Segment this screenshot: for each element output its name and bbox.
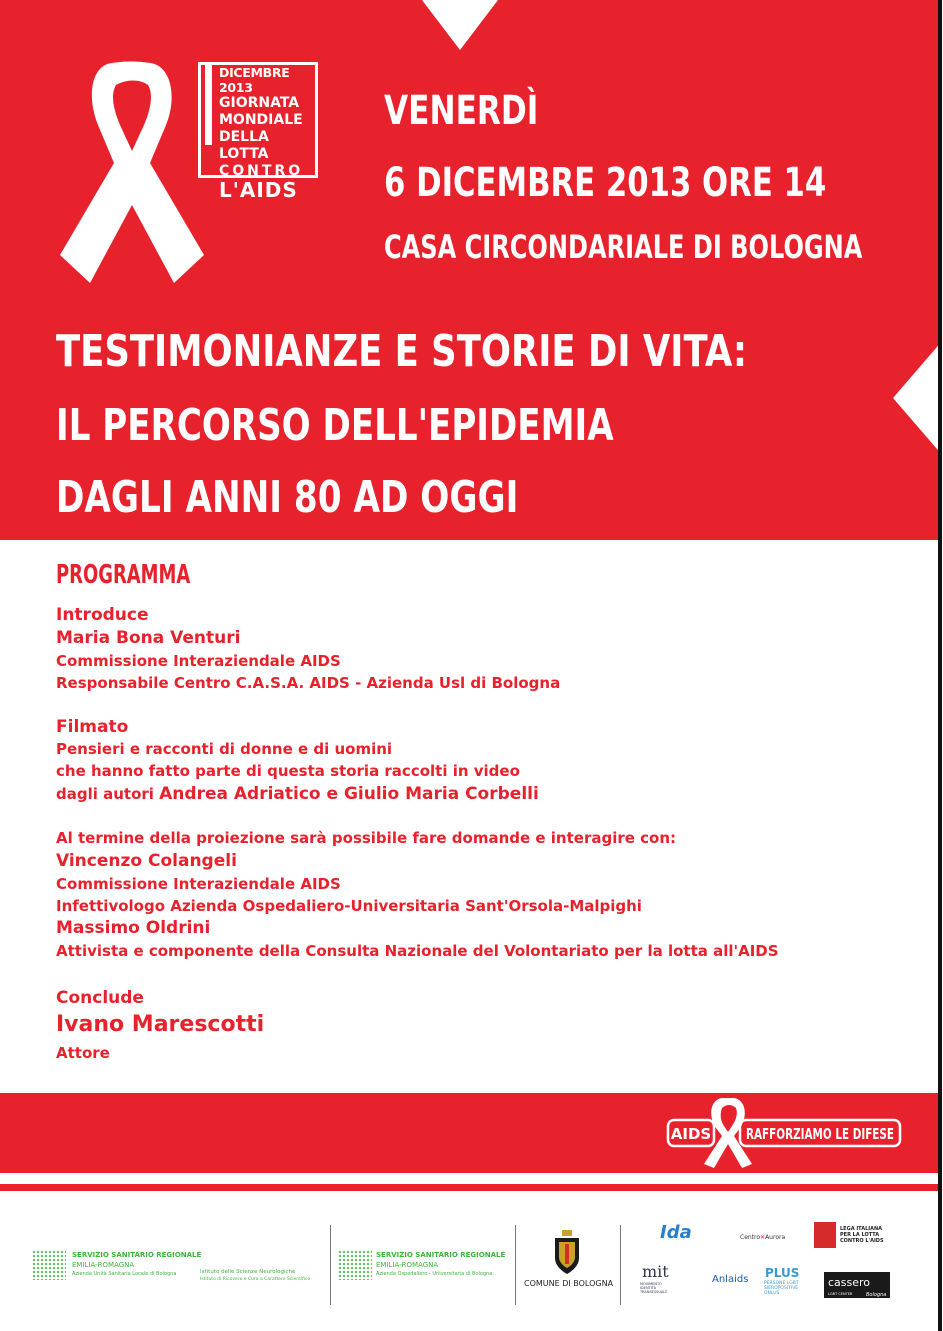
conclude-role: Attore xyxy=(56,1044,110,1062)
world-aids-day-badge xyxy=(198,62,318,202)
cassero-sub: LGBT CENTER xyxy=(828,1292,853,1296)
film-line-3-prefix: dagli autori xyxy=(56,785,160,803)
comune-label: COMUNE DI BOLOGNA xyxy=(524,1279,614,1288)
intro-role-2: Responsabile Centro C.A.S.A. AIDS - Azienda Usl di Bologna xyxy=(56,674,561,692)
logo-separator-1 xyxy=(330,1225,331,1305)
mit-sub-1: MOVIMENTO xyxy=(640,1282,662,1286)
header-panel xyxy=(0,0,938,540)
ida-logo: Ida xyxy=(660,1222,692,1243)
anlaids-logo: Anlaids xyxy=(712,1274,749,1285)
mit-sub-2: IDENTITÀ xyxy=(640,1286,656,1290)
film-label: Filmato xyxy=(56,717,129,737)
badge-line-3: DELLA LOTTA xyxy=(219,129,269,162)
aids-ribbon-icon xyxy=(52,55,212,295)
centro-aurora-logo: Centro✕Aurora xyxy=(740,1234,786,1241)
intro-name: Maria Bona Venturi xyxy=(56,628,241,648)
logo-separator-3 xyxy=(620,1225,621,1305)
ssr-1-title: SERVIZIO SANITARIO REGIONALE xyxy=(72,1251,202,1259)
plus-logo: PLUS xyxy=(765,1266,800,1280)
lila-text xyxy=(840,1226,884,1244)
film-line-3 xyxy=(56,784,539,804)
speaker-2-role: Attivista e componente della Consulta Nazionale del Volontariato per la lotta all'AIDS xyxy=(56,942,779,960)
film-authors: Andrea Adriatico e Giulio Maria Corbelli xyxy=(159,784,539,804)
lila-line-3: CONTRO L'AIDS xyxy=(840,1238,884,1244)
ssr-2-region: EMILIA-ROMAGNA xyxy=(376,1261,439,1269)
event-place: CASA CIRCONDARIALE DI BOLOGNA xyxy=(384,228,863,266)
event-datetime: 6 DICEMBRE 2013 ORE 14 xyxy=(384,160,827,206)
plus-sub-1: PERSONE LGBT xyxy=(764,1281,799,1286)
slogan-right: RAFFORZIAMO LE DIFESE xyxy=(746,1125,894,1143)
ssr-1-sub: Azienda Unità Sanitaria Locale di Bologna xyxy=(72,1271,177,1277)
badge-bar xyxy=(205,65,212,145)
title-line-1: TESTIMONIANZE E STORIE DI VITA: xyxy=(56,326,748,377)
slogan-logo xyxy=(664,1094,904,1170)
qa-line: Al termine della proiezione sarà possibile fare domande e interagire con: xyxy=(56,829,677,847)
ssr-2-title: SERVIZIO SANITARIO REGIONALE xyxy=(376,1251,506,1259)
badge-contro: CONTRO xyxy=(219,163,304,179)
title-line-3: DAGLI ANNI 80 AD OGGI xyxy=(56,472,519,523)
logo-separator-2 xyxy=(515,1225,516,1305)
badge-date: DICEMBRE 2013 xyxy=(219,65,290,95)
isn-line-1: Istituto delle Scienze Neurologiche xyxy=(200,1269,296,1275)
lila-line-2: PER LA LOTTA xyxy=(840,1232,880,1238)
event-day: VENERDÌ xyxy=(384,88,539,134)
slogan-left: AIDS xyxy=(670,1125,712,1143)
aurora-label: Aurora xyxy=(765,1234,786,1241)
film-line-1: Pensieri e racconti di donne e di uomini xyxy=(56,740,393,758)
band-underline xyxy=(0,1184,938,1191)
speaker-1-role-1: Commissione Interaziendale AIDS xyxy=(56,875,341,893)
badge-aids: L'AIDS xyxy=(219,178,298,202)
mit-logo: mit xyxy=(642,1262,669,1281)
conclude-name: Ivano Marescotti xyxy=(56,1012,265,1037)
right-notch xyxy=(893,340,943,456)
centro-label: Centro xyxy=(740,1234,761,1241)
cassero-city: Bologna xyxy=(866,1292,887,1298)
speaker-2-name: Massimo Oldrini xyxy=(56,918,211,938)
badge-line-1: GIORNATA xyxy=(219,95,300,111)
ssr-2-sub: Azienda Ospedaliero - Universitaria di Bologna xyxy=(376,1271,493,1277)
mit-sub xyxy=(640,1282,667,1294)
ssr-1-grid-icon xyxy=(32,1250,66,1280)
ssr-1-region: EMILIA-ROMAGNA xyxy=(72,1261,135,1269)
program-heading: PROGRAMMA xyxy=(56,560,191,590)
ssr-2-grid-icon xyxy=(338,1250,372,1280)
plus-sub xyxy=(764,1281,799,1296)
badge-line-2: MONDIALE xyxy=(219,112,303,128)
isn-line-2: Istituto di Ricovero e Cura a Carattere Scientifico xyxy=(200,1277,311,1282)
intro-label: Introduce xyxy=(56,605,149,625)
page-edge xyxy=(938,0,942,1331)
intro-role-1: Commissione Interaziendale AIDS xyxy=(56,652,341,670)
film-line-2: che hanno fatto parte di questa storia raccolti in video xyxy=(56,762,520,780)
speaker-1-name: Vincenzo Colangeli xyxy=(56,851,237,871)
conclude-label: Conclude xyxy=(56,988,144,1008)
comune-crest-icon xyxy=(552,1230,582,1276)
lila-line-1: LEGA ITALIANA xyxy=(840,1226,883,1232)
speaker-1-role-2: Infettivologo Azienda Ospedaliero-Universitaria Sant'Orsola-Malpighi xyxy=(56,897,642,915)
title-line-2: IL PERCORSO DELL'EPIDEMIA xyxy=(56,400,614,451)
mit-sub-3: TRANSESSUALE xyxy=(640,1290,668,1294)
lila-logo-icon xyxy=(814,1222,836,1248)
plus-sub-3: ONLUS xyxy=(764,1291,780,1296)
top-notch xyxy=(422,0,498,50)
plus-sub-2: SIEROPOSITIVE xyxy=(764,1286,799,1291)
cassero-logo: cassero xyxy=(828,1276,871,1289)
